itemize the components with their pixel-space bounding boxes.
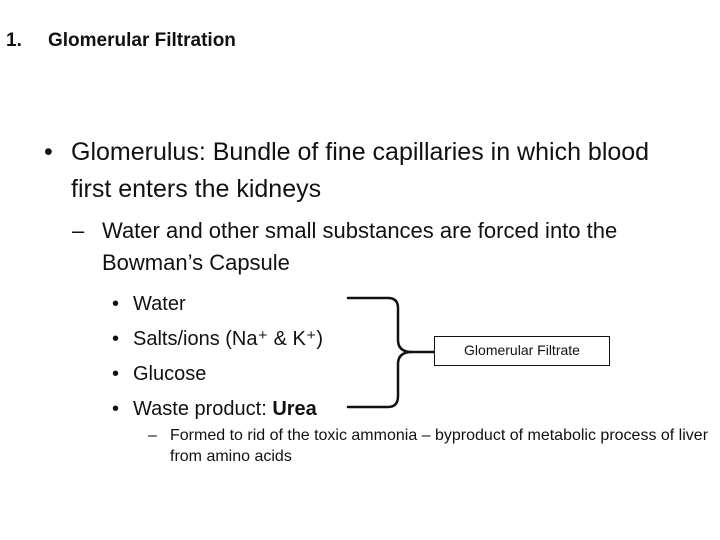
bullet-marker: • xyxy=(112,328,120,350)
slide-title xyxy=(6,30,236,52)
bullet-marker: • xyxy=(112,293,120,315)
dash-marker: – xyxy=(72,218,85,243)
urea-bold: Urea xyxy=(272,398,317,420)
bullet-marker: • xyxy=(112,398,120,420)
substance-waste: Waste product: xyxy=(133,398,273,420)
substance-water: Water xyxy=(133,293,186,315)
title-number: 1. xyxy=(6,30,22,51)
glomerular-filtrate-box: Glomerular Filtrate xyxy=(434,336,610,366)
list-item xyxy=(112,322,323,357)
urea-note-text: Formed to rid of the toxic ammonia – byproduct of metabolic process of liver from amino acids xyxy=(170,427,709,465)
list-item xyxy=(112,287,323,322)
substance-salts: Salts/ions (Na⁺ & K⁺) xyxy=(133,328,324,350)
forced-in-text: Water and other small substances are forced into the Bowman’s Capsule xyxy=(102,218,618,275)
substance-list xyxy=(112,287,323,427)
urea-note xyxy=(148,425,708,467)
bracket-path xyxy=(348,298,412,407)
forced-in-subbullet xyxy=(72,215,692,279)
glomerulus-text: Glomerulus: Bundle of fine capillaries in which blood first enters the kidneys xyxy=(71,138,650,203)
substance-glucose: Glucose xyxy=(133,363,207,385)
title-text: Glomerular Filtration xyxy=(48,30,236,51)
curly-bracket xyxy=(340,290,440,415)
list-item xyxy=(112,357,323,392)
list-item xyxy=(112,392,323,427)
bullet-marker: • xyxy=(112,363,120,385)
glomerulus-bullet xyxy=(44,134,694,208)
bullet-marker: • xyxy=(44,138,53,166)
dash-marker: – xyxy=(148,427,157,444)
